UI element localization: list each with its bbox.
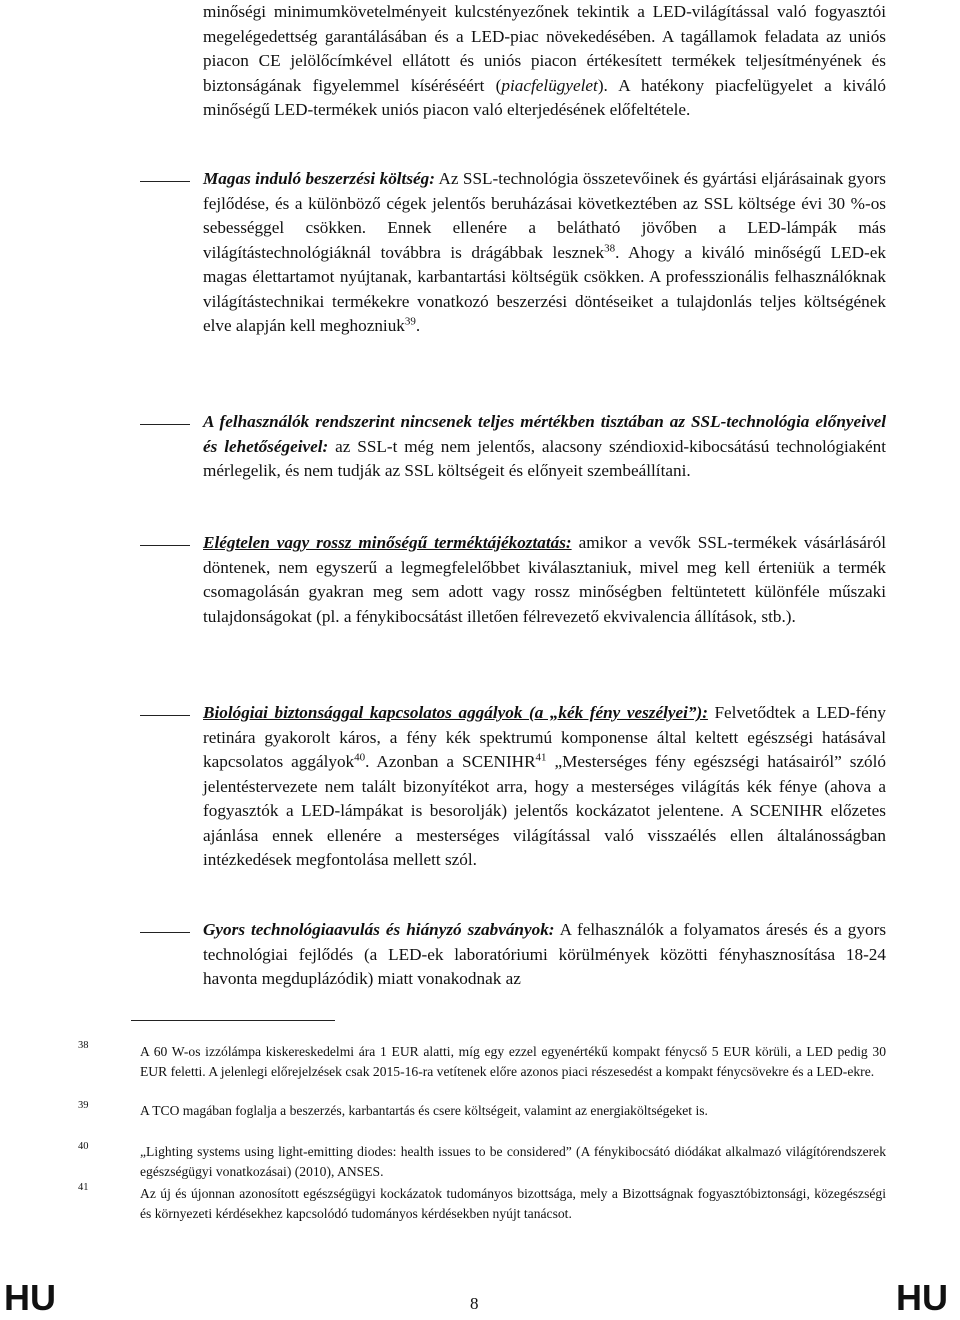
footnote-text: A TCO magában foglalja a beszerzés, karbantartás és csere költségeit, valamint az energiaköltségeket is. (140, 1103, 708, 1118)
paragraph-text: az SSL-t még nem jelentős, alacsony széndioxid-kibocsátású technológiaként mérlegelik, és nem tudják az SSL költségeit és előnyeit szembeállítani. (203, 436, 886, 480)
bullet-item-cost (203, 167, 886, 339)
footnote-number: 41 (78, 1182, 89, 1193)
bullet-lead: Magas induló beszerzési költség: (203, 169, 435, 188)
bullet-dash (140, 715, 190, 716)
bullet-lead: Biológiai biztonsággal kapcsolatos aggályok (a „kék fény veszélyei”): (203, 703, 708, 722)
paragraph-text: Felvetődtek a LED-fény retinára gyakorolt káros, a fény kék spektrumú komponense által keltett egészségi hatásával kapcsolatos aggályok (203, 703, 886, 771)
footnote-separator (131, 1020, 335, 1021)
page-number: 8 (470, 1294, 479, 1313)
footnote-number: 38 (78, 1040, 89, 1051)
footnote-text: A 60 W-os izzólámpa kiskereskedelmi ára 1 EUR alatti, míg egy ezzel egyenértékű kompakt fénycső 5 EUR körüli, a LED pedig 30 EUR feletti. A jelenlegi előrejelzések csak 2015-16-ra vetítenek előre azonos piaci részesedést a kompakt fénycsövekre és a LED-ekre. (140, 1044, 886, 1079)
paragraph-continuation (203, 0, 886, 123)
footnote-number: 40 (78, 1141, 89, 1152)
bullet-lead: A felhasználók rendszerint nincsenek teljes mértékben tisztában az SSL-technológia előnyeivel és lehetőségeivel: (203, 412, 886, 456)
footnote-ref[interactable]: 40 (354, 751, 366, 764)
paragraph-text: minőségi minimumkövetelményeit kulcstényezőnek tekintik a LED-világítással való fogyasztói megelégedettség garantálásában és a LED-piac növekedésében. A tagállamok feladata az uniós piacon CE jelölőcímkével ellátott és uniós piacon értékesített termékek teljesítményének és biztonságának figyelemmel kíséréséért ( (203, 2, 886, 95)
paragraph-italic-term: piacfelügyelet (501, 75, 598, 95)
paragraph-text: „Mesterséges fény egészségi hatásairól” szóló jelentéstervezete nem talált bizonyítékot arra, hogy a mesterséges világítás kék fénye (ahova a fogyasztók a LED-lámpákat is besorolják) jelentős kockázatot jelentene. A SCENIHR előzetes ajánlása ennek ellenére a mesterséges világítással való visszaélés ellen általánosságban intézkedések megfontolása mellett szól. (203, 752, 886, 869)
footnote-ref[interactable]: 39 (404, 315, 416, 328)
paragraph-text: . (415, 316, 421, 335)
bullet-dash (140, 424, 190, 425)
footnote-text: „Lighting systems using light-emitting diodes: health issues to be considered” (A fénykibocsátó diódákat alkalmazó világítórendszerek egészségügyi vonatkozásai) (2010), ANSES. (140, 1144, 886, 1179)
bullet-lead: Gyors technológiaavulás és hiányzó szabványok: (203, 920, 555, 939)
footnote-ref[interactable]: 41 (535, 751, 547, 764)
bullet-item-information (203, 531, 886, 629)
bullet-item-obsolescence (203, 918, 886, 992)
bullet-dash (140, 932, 190, 933)
bullet-lead: Elégtelen vagy rossz minőségű terméktájékoztatás: (203, 533, 572, 552)
bullet-dash (140, 545, 190, 546)
footer-language-code-right: HU (896, 1277, 948, 1318)
footer-language-code-left: HU (4, 1277, 56, 1318)
paragraph-text: A felhasználók a folyamatos áresés és a gyors technológiai fejlődés (a LED-ek laboratóriumi körülmények közötti fényhasznosítása 18-24 havonta megduplázódik) miatt vonakodnak az (203, 920, 887, 988)
footnote-ref[interactable]: 38 (604, 241, 616, 254)
paragraph-text: ). A hatékony piacfelügyelet a kiváló minőségű LED-termékek uniós piacon való elterjedésének előfeltétele. (203, 75, 887, 119)
paragraph-text: . Azonban a SCENIHR (365, 752, 536, 771)
bullet-dash (140, 181, 190, 182)
bullet-item-awareness (203, 410, 886, 484)
paragraph-text: . Ahogy a kiváló minőségű LED-ek magas élettartamot nyújtanak, karbantartási költségük csökken. A professzionális felhasználóknak világítástechnikai termékekre vonatkozó beszerzési döntéseiket a tulajdonlás teljes költségének elve alapján kell meghozniuk (203, 242, 887, 335)
bullet-item-biosafety (203, 701, 886, 873)
footnote-text: Az új és újonnan azonosított egészségügyi kockázatok tudományos bizottsága, mely a Bizottságnak fogyasztóbiztonsági, közegészségi és környezeti kérdésekhez kapcsolódó tudományos kérdésekben nyújt tanácsot. (140, 1186, 886, 1221)
paragraph-text: Az SSL-technológia összetevőinek és gyártási eljárásainak gyors fejlődése, és a különböző cégek jelentős beruházásai következtében az SSL költsége évi 30 %-os sebességgel csökken. Ennek ellenére a belátható jövőben a LED-lámpák más világítástechnológiáknál továbbra is drágábbak lesznek (203, 169, 886, 262)
paragraph-text: amikor a vevők SSL-termékek vásárlásáról döntenek, nem egyszerű a legmegfelelőbbet kiválasztaniuk, mivel meg kell érteniük a termék csomagolásán gyakran meg sem adott vagy rossz minőségben feltüntetett különféle műszaki tulajdonságokat (pl. a fénykibocsátást illetően félrevezető ekvivalencia állítások, stb.). (203, 533, 886, 626)
footnote-number: 39 (78, 1100, 89, 1111)
